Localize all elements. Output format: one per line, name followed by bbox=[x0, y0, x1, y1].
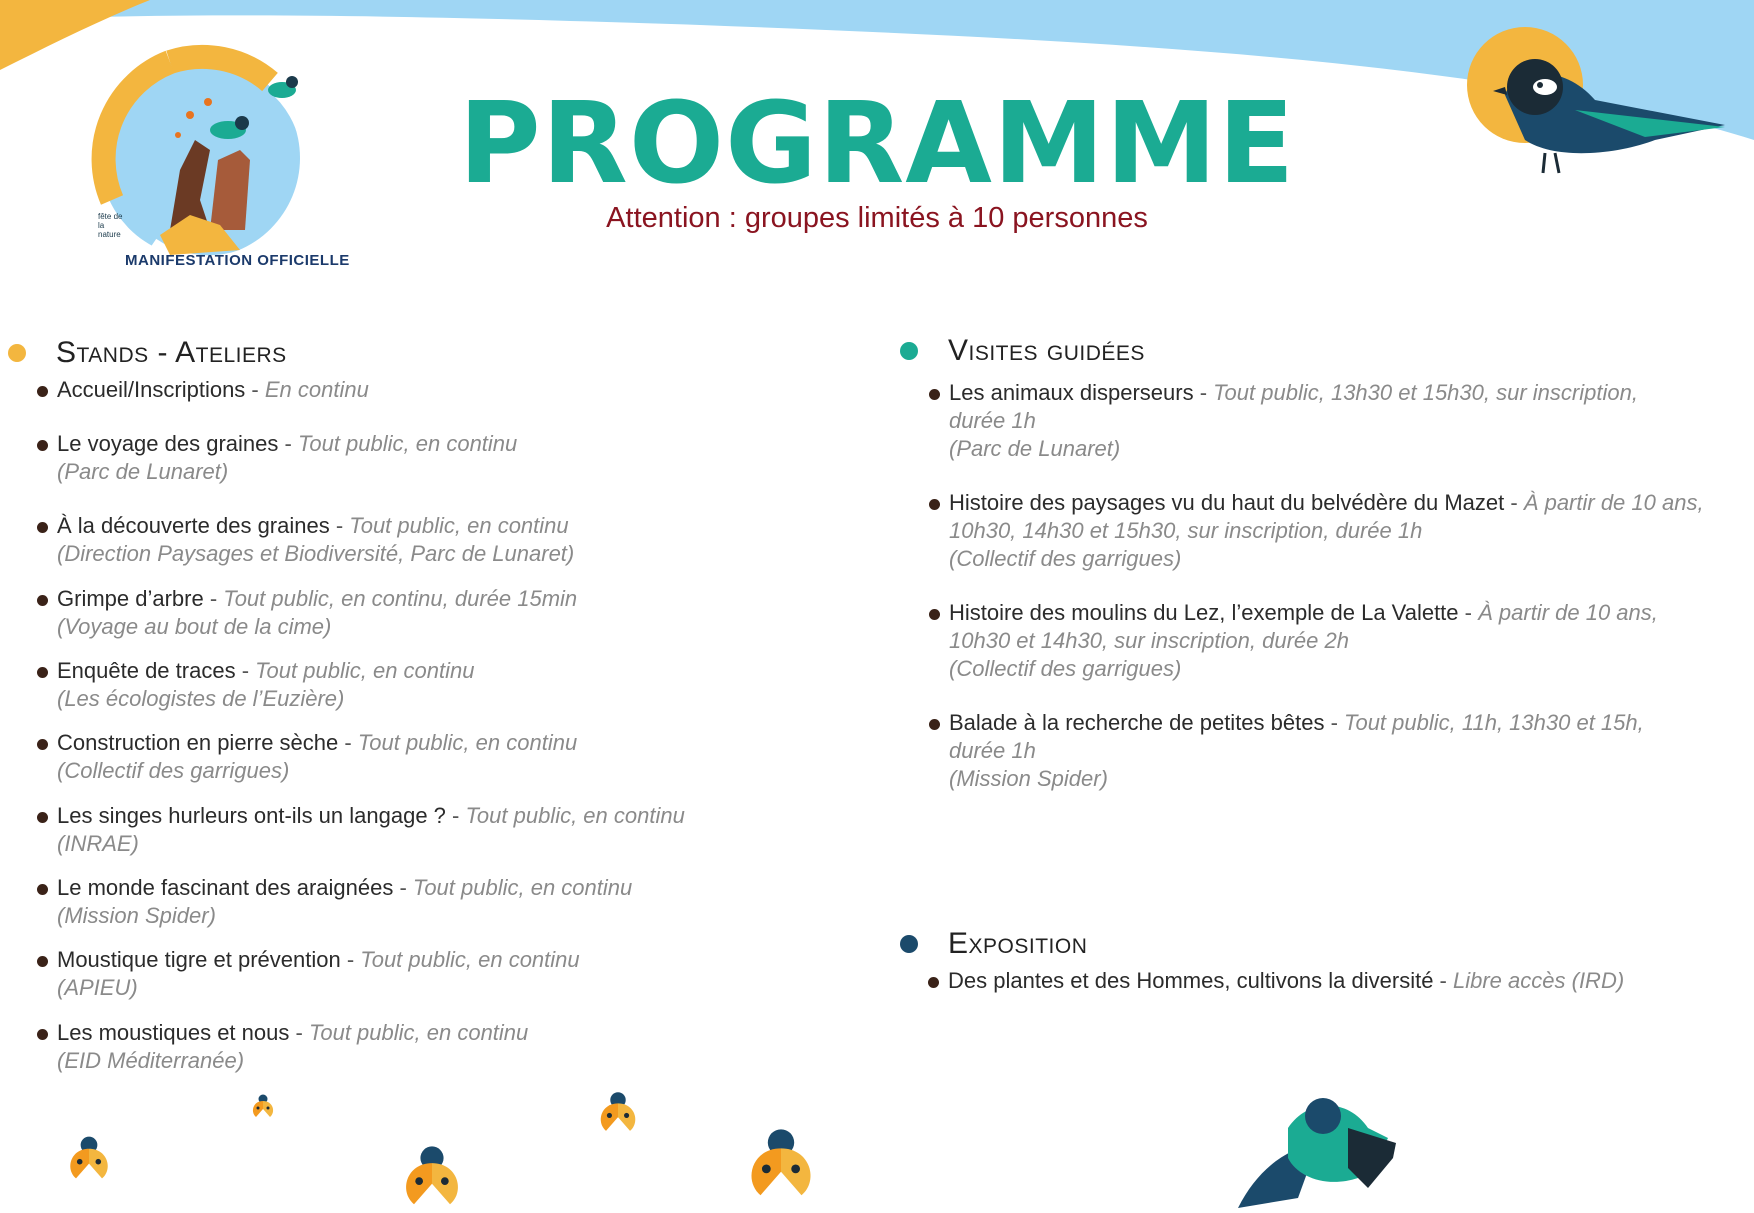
item-separator: - bbox=[1458, 600, 1479, 625]
bullet-icon bbox=[928, 977, 939, 988]
item-info: Tout public, en continu bbox=[308, 1020, 529, 1045]
ladybug-icon bbox=[248, 1092, 278, 1120]
visites-title: Visites guidées bbox=[948, 334, 1145, 367]
list-item bbox=[949, 489, 1729, 573]
bullet-icon bbox=[37, 956, 48, 967]
item-info: Tout public, en continu bbox=[349, 513, 569, 538]
item-organizer: (Parc de Lunaret) bbox=[949, 436, 1121, 461]
bullet-icon bbox=[37, 884, 48, 895]
item-info-line2: durée 1h bbox=[949, 738, 1036, 763]
item-name: Les moustiques et nous bbox=[57, 1020, 290, 1045]
item-info: Tout public, en continu bbox=[297, 431, 518, 456]
item-name: À la découverte des graines bbox=[57, 513, 330, 538]
item-name: Enquête de traces bbox=[57, 658, 236, 683]
item-separator: - bbox=[1504, 490, 1524, 515]
item-name: Histoire des moulins du Lez, l’exemple de La Valette bbox=[949, 600, 1459, 625]
item-separator: - bbox=[393, 875, 413, 900]
ladybug-icon bbox=[592, 1088, 644, 1136]
list-item bbox=[948, 967, 1728, 995]
list-item bbox=[949, 599, 1729, 683]
exposition-section bbox=[900, 927, 1087, 961]
list-item bbox=[57, 946, 580, 1002]
list-item bbox=[57, 585, 577, 641]
list-item bbox=[57, 874, 632, 930]
bullet-icon bbox=[37, 595, 48, 606]
item-info: Tout public, en continu bbox=[357, 730, 578, 755]
ladybug-icon bbox=[60, 1132, 118, 1184]
item-name: Accueil/Inscriptions bbox=[57, 377, 246, 402]
page-title: PROGRAMME bbox=[458, 79, 1296, 209]
bullet-icon bbox=[929, 499, 940, 510]
item-organizer: (APIEU) bbox=[57, 975, 138, 1000]
list-item bbox=[57, 512, 574, 568]
bullet-icon bbox=[929, 609, 940, 620]
item-separator: - bbox=[289, 1020, 309, 1045]
bullet-icon bbox=[37, 812, 48, 823]
item-info: Tout public, 13h30 et 15h30, sur inscription, bbox=[1213, 380, 1638, 405]
item-organizer: (Collectif des garrigues) bbox=[949, 656, 1182, 681]
list-item bbox=[57, 729, 577, 785]
list-item bbox=[57, 376, 369, 404]
item-organizer: (Collectif des garrigues) bbox=[57, 758, 290, 783]
item-organizer: (Collectif des garrigues) bbox=[949, 546, 1182, 571]
item-info-line2: durée 1h bbox=[949, 408, 1036, 433]
list-item bbox=[57, 657, 475, 713]
stands-dot bbox=[8, 344, 26, 362]
item-name: Histoire des paysages vu du haut du belvédère du Mazet bbox=[949, 490, 1505, 515]
item-separator: - bbox=[340, 947, 361, 972]
item-separator: - bbox=[235, 658, 256, 683]
list-item bbox=[949, 379, 1729, 463]
item-name: Grimpe d’arbre bbox=[57, 586, 204, 611]
bullet-icon bbox=[37, 522, 48, 533]
item-name: Balade à la recherche de petites bêtes bbox=[949, 710, 1325, 735]
item-separator: - bbox=[1193, 380, 1214, 405]
logo-small-text: fête de la nature bbox=[98, 212, 123, 239]
item-separator: - bbox=[1433, 968, 1453, 993]
item-name: Les animaux disperseurs bbox=[949, 380, 1194, 405]
item-separator: - bbox=[445, 803, 466, 828]
item-info: En continu bbox=[264, 377, 369, 402]
bullet-icon bbox=[37, 667, 48, 678]
item-organizer: (Direction Paysages et Biodiversité, Parc de Lunaret) bbox=[57, 541, 575, 566]
bullet-icon bbox=[37, 1029, 48, 1040]
item-separator: - bbox=[245, 377, 265, 402]
item-organizer: (Les écologistes de l’Euzière) bbox=[57, 686, 345, 711]
list-item bbox=[57, 802, 685, 858]
item-info: Tout public, en continu bbox=[255, 658, 475, 683]
item-info: Tout public, en continu bbox=[360, 947, 580, 972]
item-name: Construction en pierre sèche bbox=[57, 730, 339, 755]
bullet-icon bbox=[37, 739, 48, 750]
item-name: Le voyage des graines bbox=[57, 431, 279, 456]
item-info: Tout public, en continu bbox=[465, 803, 685, 828]
ladybug-icon bbox=[736, 1122, 826, 1204]
page-subtitle: Attention : groupes limités à 10 personnes bbox=[606, 202, 1148, 234]
stands-section bbox=[8, 336, 287, 370]
bullet-icon bbox=[37, 440, 48, 451]
list-item bbox=[57, 1019, 528, 1075]
item-organizer: (INRAE) bbox=[57, 831, 139, 856]
visites-section bbox=[900, 334, 1145, 368]
bullet-icon bbox=[929, 719, 940, 730]
item-info: Tout public, en continu bbox=[412, 875, 633, 900]
bird-icon bbox=[1455, 25, 1735, 195]
stands-title: Stands - Ateliers bbox=[56, 336, 287, 369]
item-organizer: (EID Méditerranée) bbox=[57, 1048, 245, 1073]
visites-dot bbox=[900, 342, 918, 360]
item-separator: - bbox=[329, 513, 350, 538]
item-separator: - bbox=[338, 730, 358, 755]
item-info: Tout public, 11h, 13h30 et 15h, bbox=[1344, 710, 1644, 735]
item-separator: - bbox=[278, 431, 298, 456]
list-item bbox=[949, 709, 1729, 793]
item-separator: - bbox=[203, 586, 224, 611]
item-name: Moustique tigre et prévention bbox=[57, 947, 341, 972]
item-name: Des plantes et des Hommes, cultivons la diversité bbox=[948, 968, 1434, 993]
ladybug-icon bbox=[392, 1140, 472, 1212]
item-name: Les singes hurleurs ont-ils un langage ? bbox=[57, 803, 446, 828]
bullet-icon bbox=[929, 389, 940, 400]
item-organizer: (Parc de Lunaret) bbox=[57, 459, 229, 484]
item-organizer: (Voyage au bout de la cime) bbox=[57, 614, 332, 639]
exposition-title: Exposition bbox=[948, 927, 1088, 960]
item-info-line2: 10h30 et 14h30, sur inscription, durée 2h bbox=[949, 628, 1349, 653]
item-info-line2: 10h30, 14h30 et 15h30, sur inscription, durée 1h bbox=[949, 518, 1423, 543]
list-item bbox=[57, 430, 517, 486]
bird-flying-icon bbox=[1228, 1088, 1398, 1213]
item-info: À partir de 10 ans, bbox=[1523, 490, 1704, 515]
item-info: Libre accès (IRD) bbox=[1453, 968, 1625, 993]
exposition-dot bbox=[900, 935, 918, 953]
item-organizer: (Mission Spider) bbox=[949, 766, 1108, 791]
item-name: Le monde fascinant des araignées bbox=[57, 875, 394, 900]
bullet-icon bbox=[37, 386, 48, 397]
item-info: Tout public, en continu, durée 15min bbox=[223, 586, 578, 611]
item-info: À partir de 10 ans, bbox=[1478, 600, 1658, 625]
logo-bottom-text: MANIFESTATION OFFICIELLE bbox=[125, 252, 350, 269]
item-organizer: (Mission Spider) bbox=[57, 903, 216, 928]
item-separator: - bbox=[1324, 710, 1345, 735]
